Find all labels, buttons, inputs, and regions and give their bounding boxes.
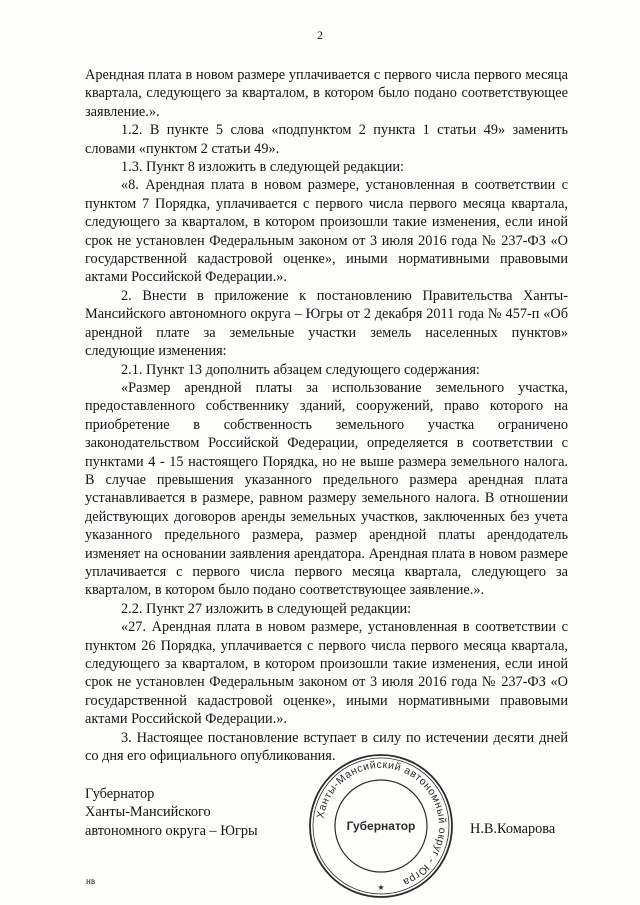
paragraph: 2. Внести в приложение к постановлению Правительства Ханты-Мансийского автономного округа – Югры от 2 декабря 2011 года № 457-п «Об арендной плате за земельные участки земель населенных пунктов» следующие изменения:: [85, 287, 568, 360]
paragraph: 1.3. Пункт 8 изложить в следующей редакции:: [121, 159, 404, 176]
signer-name: Н.В.Комарова: [470, 821, 556, 837]
paragraph: 2.1. Пункт 13 дополнить абзацем следующего содержания:: [121, 361, 480, 378]
paragraph: 2.2. Пункт 27 изложить в следующей редакции:: [121, 600, 412, 617]
signature-block: [85, 785, 258, 840]
seal-center-text: Губернатор: [346, 819, 416, 833]
document-body: [85, 66, 568, 765]
signature-title-line: Ханты-Мансийского: [85, 804, 211, 821]
signature-title-line: Губернатор: [85, 786, 155, 802]
paragraph: Арендная плата в новом размере уплачивается с первого числа первого месяца квартала, следующего за кварталом, в котором было подано соответствующее заявление.».: [85, 67, 568, 120]
paragraph: 3. Настоящее постановление вступает в силу по истечении десяти дней со дня его официального опубликования.: [85, 729, 568, 765]
paragraph: «Размер арендной платы за использование земельного участка, предоставленного собственнику зданий, сооружений, право которого на приобретение в собственность земельного участка ограничено законодательством Российской Федерации, определяется в соответствии с пунктами 4 - 15 настоящего Порядка, но не выше размера земельного налога. В случае превышения указанного предельного размера арендная плата устанавливается в размере, равном размеру земельного налога. В отношении действующих договоров аренды земельных участков, заключенных без учета указанного предельного размера, размер арендной платы арендодатель изменяет на основании заявления арендатора. Арендная плата в новом размере уплачивается с первого числа первого месяца квартала, следующего за кварталом, в котором было подано соответствующее заявление.».: [85, 379, 568, 599]
paragraph: «27. Арендная плата в новом размере, установленная в соответствии с пунктом 26 Порядка, уплачивается с первого числа первого месяца квартала, следующего за кварталом, в котором произошли такие изменения, если иной срок не установлен Федеральным законом от 3 июля 2016 года № 237-ФЗ «О государственной кадастровой оценке», иными нормативными правовыми актами Российской Федерации.».: [85, 619, 568, 728]
paragraph: «8. Арендная плата в новом размере, установленная в соответствии с пунктом 7 Порядка, уплачивается с первого числа первого месяца квартала, следующего за кварталом, в котором произошли такие изменения, если иной срок не установлен Федеральным законом от 3 июля 2016 года № 237-ФЗ «О государственной кадастровой оценке», иными нормативными правовыми актами Российской Федерации.».: [85, 177, 568, 286]
seal-ring-text: Ханты-Мансийский автономный округ - Югра: [314, 758, 449, 889]
footer-code: нв: [86, 876, 96, 886]
seal-star-icon: ★: [377, 883, 385, 892]
official-seal: [307, 752, 455, 900]
signature-title-line: автономного округа – Югры: [85, 822, 258, 839]
page-number: 2: [317, 28, 323, 42]
paragraph: 1.2. В пункте 5 слова «подпунктом 2 пункта 1 статьи 49» заменить словами «пунктом 2 статьи 49».: [85, 122, 568, 157]
